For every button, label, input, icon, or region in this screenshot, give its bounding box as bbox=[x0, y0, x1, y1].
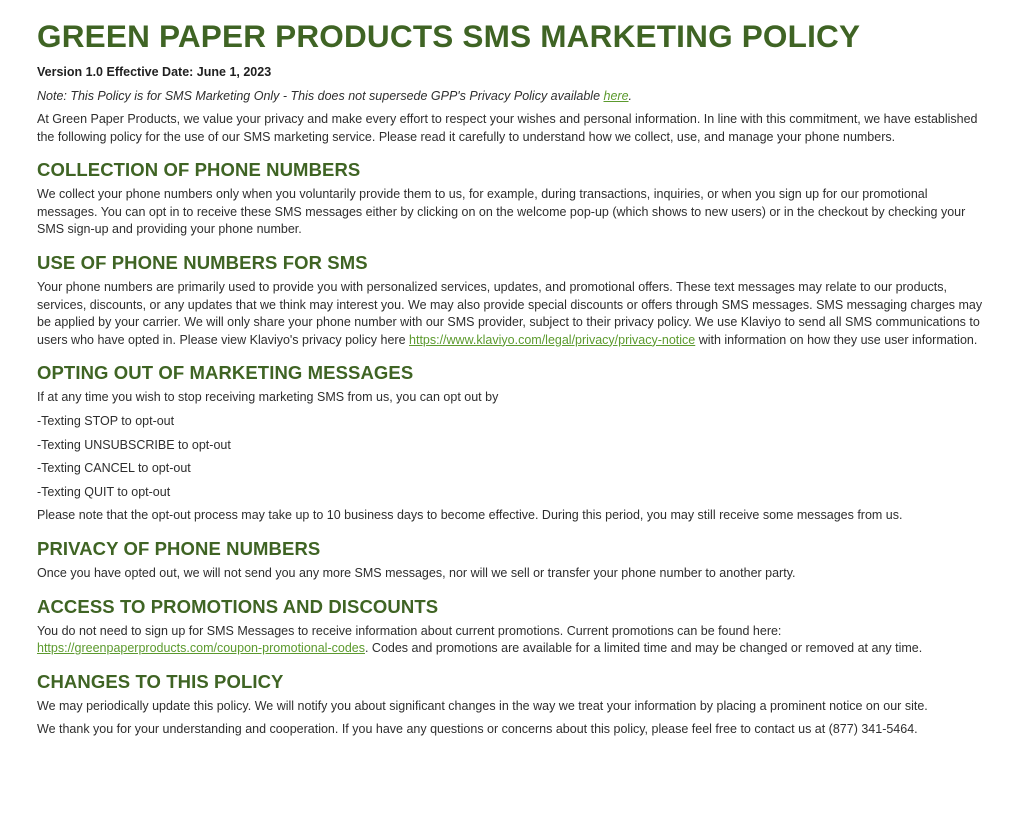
section-heading-collection: COLLECTION OF PHONE NUMBERS bbox=[37, 159, 361, 181]
promotions-body-text: You do not need to sign up for SMS Messages to receive information about current promotions. Current promotions can be found here: bbox=[37, 623, 782, 638]
list-item: -Texting STOP to opt-out bbox=[37, 413, 175, 428]
intro-paragraph: At Green Paper Products, we value your privacy and make every effort to respect your wishes and personal information. In line with this commitment, we have established the following policy for the use of our SMS marketing service. Please read it carefully to understand how we collect, use, and manage your phone numbers. bbox=[37, 112, 978, 144]
page-title: GREEN PAPER PRODUCTS SMS MARKETING POLICY bbox=[37, 18, 861, 54]
section-heading-changes: CHANGES TO THIS POLICY bbox=[37, 670, 284, 692]
version-line: Version 1.0 Effective Date: June 1, 2023 bbox=[37, 65, 272, 79]
note-line bbox=[37, 88, 987, 105]
section-body-privacy: Once you have opted out, we will not send you any more SMS messages, nor will we sell or transfer your phone number to another party. bbox=[37, 565, 796, 580]
thanks-paragraph: We thank you for your understanding and cooperation. If you have any questions or concerns about this policy, please feel free to contact us at (877) 341-5464. bbox=[37, 722, 918, 737]
section-body-promotions bbox=[37, 623, 987, 658]
note-text: Note: This Policy is for SMS Marketing Only - This does not supersede GPP's Privacy Policy available bbox=[37, 89, 604, 103]
optout-list bbox=[37, 413, 987, 501]
optout-intro: If at any time you wish to stop receiving marketing SMS from us, you can opt out by bbox=[37, 390, 499, 405]
section-heading-use: USE OF PHONE NUMBERS FOR SMS bbox=[37, 251, 368, 273]
section-heading-privacy: PRIVACY OF PHONE NUMBERS bbox=[37, 537, 321, 559]
section-body-changes: We may periodically update this policy. We will notify you about significant changes in the way we treat your information by placing a prominent notice on our site. bbox=[37, 698, 928, 713]
use-body-text: Your phone numbers are primarily used to provide you with personalized services, updates, and promotional offers. These text messages may relate to our products, services, discounts, or any updates that we think may interest you. We may also provide special discounts or offers through SMS messages. SMS messaging charges may be applied by your carrier. We will only share your phone number with our SMS provider, subject to their privacy policy. We use Klaviyo to send all SMS communications to users who have opted in. Please view Klaviyo's privacy policy here bbox=[37, 279, 983, 347]
section-heading-optout: OPTING OUT OF MARKETING MESSAGES bbox=[37, 362, 414, 384]
list-item: -Texting UNSUBSCRIBE to opt-out bbox=[37, 437, 231, 452]
list-item: -Texting CANCEL to opt-out bbox=[37, 461, 191, 476]
section-body-use bbox=[37, 279, 987, 349]
use-body-after: with information on how they use user information. bbox=[695, 332, 978, 347]
section-body-collection: We collect your phone numbers only when you voluntarily provide them to us, for example, during transactions, inquiries, or when you sign up for our promotional messages. You can opt in to receive these SMS messages either by clicking on on the welcome pop-up (which shows to new users) or in the checkout by checking your SMS sign-up and providing your phone number. bbox=[37, 187, 966, 237]
privacy-policy-link[interactable]: here bbox=[603, 89, 629, 103]
promo-codes-link[interactable]: https://greenpaperproducts.com/coupon-promotional-codes bbox=[37, 641, 365, 656]
list-item: -Texting QUIT to opt-out bbox=[37, 484, 171, 499]
klaviyo-privacy-link[interactable]: https://www.klaviyo.com/legal/privacy/privacy-notice bbox=[409, 332, 696, 347]
note-suffix: . bbox=[628, 89, 633, 103]
optout-footer: Please note that the opt-out process may take up to 10 business days to become effective. During this period, you may still receive some messages from us. bbox=[37, 508, 903, 523]
promotions-body-after: . Codes and promotions are available for a limited time and may be changed or removed at any time. bbox=[364, 641, 923, 656]
section-heading-promotions: ACCESS TO PROMOTIONS AND DISCOUNTS bbox=[37, 595, 439, 617]
